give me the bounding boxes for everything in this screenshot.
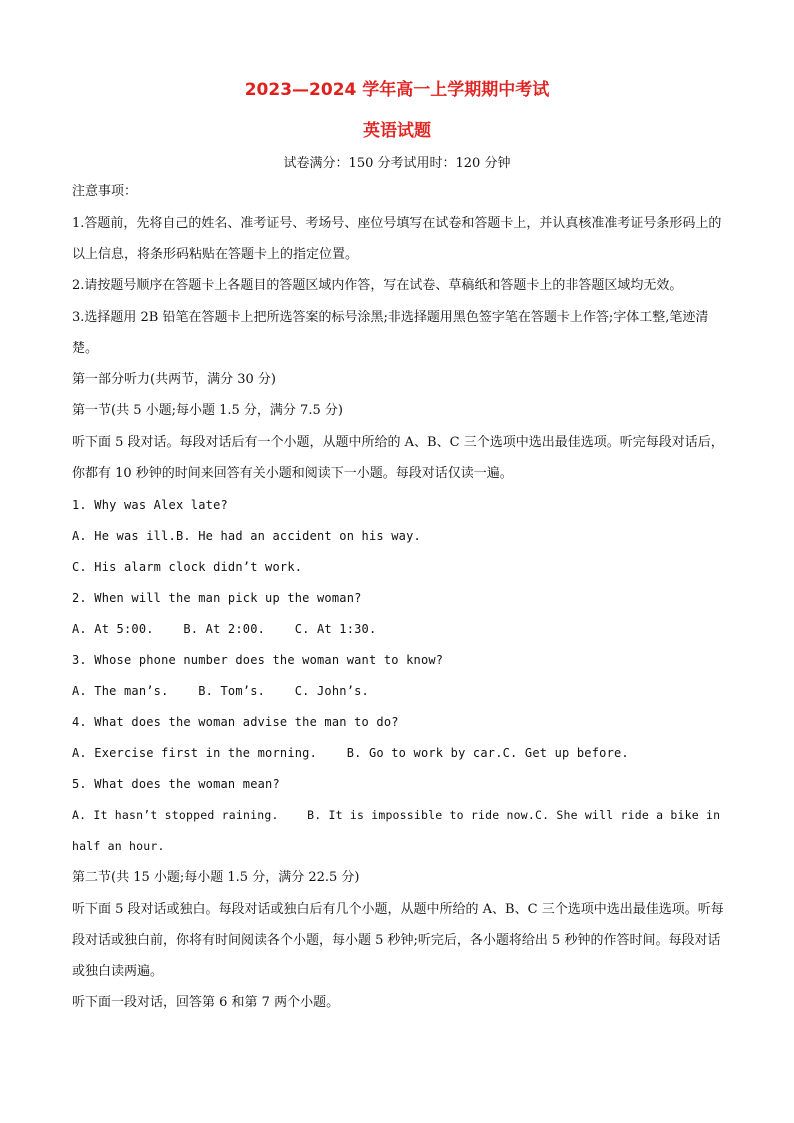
question-5-options: A. It hasn’t stopped raining. B. It is impossible to ride now.C. She will ride a bike in half an hour. [72,808,728,853]
question-4-options: A. Exercise first in the morning. B. Go to work by car.C. Get up before. [72,746,629,760]
section2-instructions: 听下面 5 段对话或独白。每段对话或独白后有几个小题，从题中所给的 A、B、C 三个选项中选出最佳选项。听每段对话或独白前，你将有时间阅读各个小题，每小题 5 秒钟;听完后，各小题将给出 5 秒钟的作答时间。每段对话或独白读两遍。 [72,902,724,979]
question-2: 2. When will the man pick up the woman? [72,591,362,605]
question-1: 1. Why was Alex late? [72,498,228,512]
question-1-option-c: C. His alarm clock didn’t work. [72,560,303,574]
exam-body [72,183,728,1025]
notice-item-3: 3.选择题用 2B 铅笔在答题卡上把所选答案的标号涂黑;非选择题用黑色签字笔在答题卡上作答;字体工整,笔迹清楚。 [72,310,709,356]
notice-item-2: 2.请按题号顺序在答题卡上各题目的答题区域内作答，写在试卷、草稿纸和答题卡上的非答题区域均无效。 [72,278,683,293]
question-4: 4. What does the woman advise the man to do? [72,715,399,729]
notice-item-1: 1.答题前，先将自己的姓名、准考证号、考场号、座位号填写在试卷和答题卡上，并认真核准准考证号条形码上的以上信息，将条形码粘贴在答题卡上的指定位置。 [72,216,722,262]
section1-instructions: 听下面 5 段对话。每段对话后有一个小题，从题中所给的 A、B、C 三个选项中选出最佳选项。听完每段对话后，你都有 10 秒钟的时间来回答有关小题和阅读下一小题。每段对话仅读一遍。 [72,435,724,481]
section1-heading: 第一节(共 5 小题;每小题 1.5 分，满分 7.5 分) [72,403,343,418]
question-3: 3. Whose phone number does the woman want to know? [72,653,444,667]
section2-lead: 听下面一段对话，回答第 6 和第 7 两个小题。 [72,995,340,1010]
exam-title: 2023—2024 学年高一上学期期中考试 [244,80,550,100]
question-2-options: A. At 5:00. B. At 2:00. C. At 1:30. [72,622,377,636]
part1-heading: 第一部分听力(共两节，满分 30 分) [72,372,276,387]
exam-info: 试卷满分：150 分考试用时：120 分钟 [283,156,511,171]
question-3-options: A. The man’s. B. Tom’s. C. John’s. [72,684,369,698]
subject-title: 英语试题 [363,121,431,141]
question-1-options-ab: A. He was ill.B. He had an accident on his way. [72,529,421,543]
question-5: 5. What does the woman mean? [72,777,280,791]
notice-heading: 注意事项： [72,184,138,199]
section2-heading: 第二节(共 15 小题;每小题 1.5 分，满分 22.5 分) [72,870,360,885]
